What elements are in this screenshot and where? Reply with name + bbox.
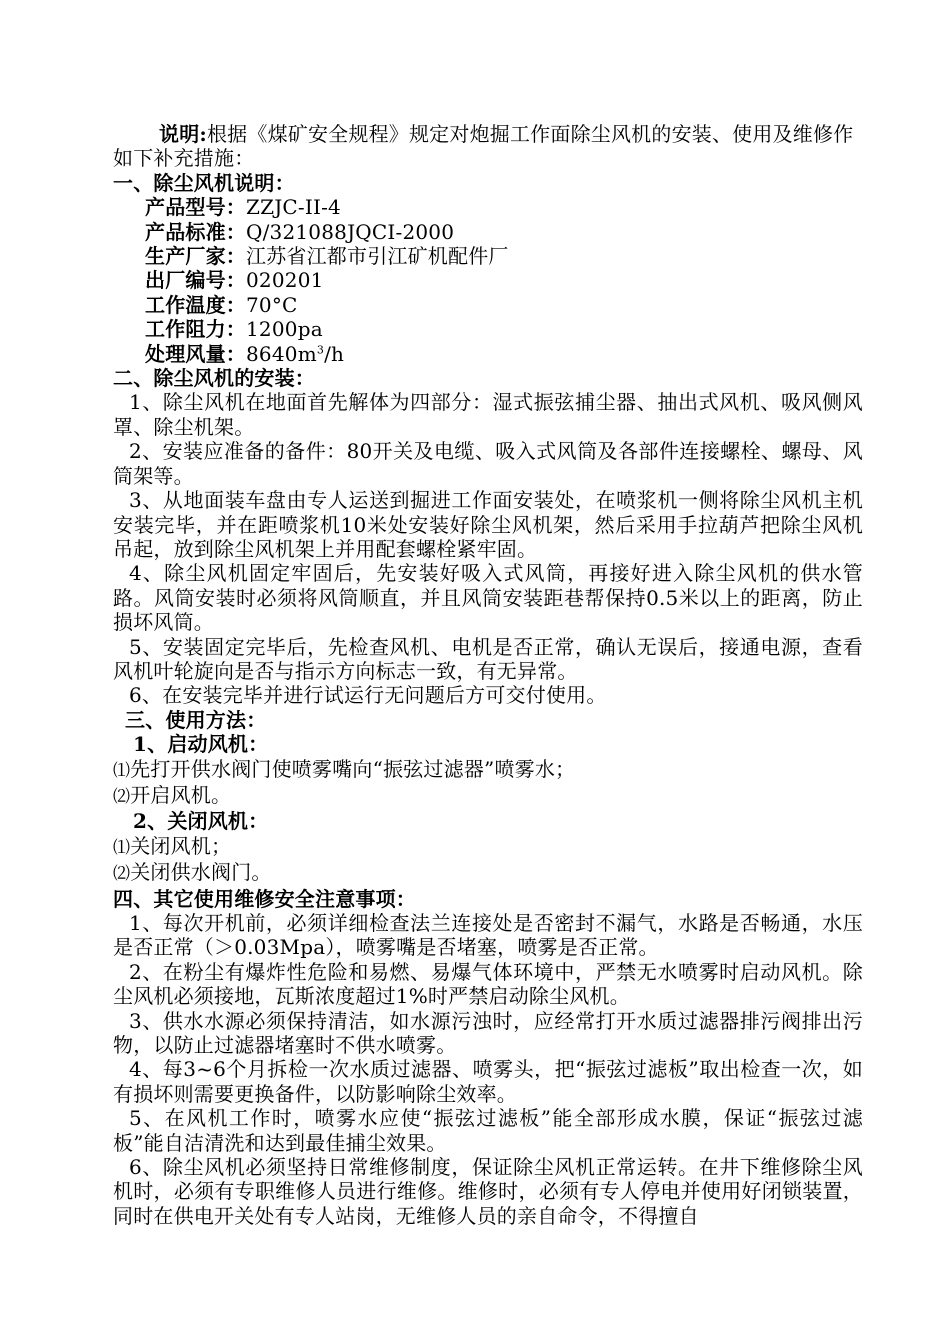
step-text: 关闭供水阀门。 xyxy=(130,860,272,885)
spec-value: Q/321088JQCI-2000 xyxy=(246,219,455,244)
stop-step xyxy=(113,860,863,886)
spec-list xyxy=(113,195,863,366)
spec-label: 工作温度： xyxy=(145,292,246,317)
stop-step xyxy=(113,834,863,860)
spec-label: 生产厂家： xyxy=(145,244,246,269)
step-number: ⑴ xyxy=(113,760,131,781)
safety-item: 1、每次开机前，必须详细检查法兰连接处是否密封不漏气，水路是否畅通，水压是否正常（＞0.03Mpa），喷雾嘴是否堵塞，喷雾是否正常。 xyxy=(113,911,863,960)
spec-label: 产品型号： xyxy=(145,195,246,220)
spec-row xyxy=(113,220,863,244)
safety-item: 2、在粉尘有爆炸性危险和易燃、易爆气体环境中，严禁无水喷雾时启动风机。除尘风机必须接地，瓦斯浓度超过1%时严禁启动除尘风机。 xyxy=(113,959,863,1009)
spec-row xyxy=(113,293,863,317)
safety-item: 6、除尘风机必须坚持日常维修制度，保证除尘风机正常运转。在井下维修除尘风机时，必须有专职维修人员进行维修。维修时，必须有专人停电并使用好闭锁装置，同时在供电开关处有专人站岗，无维修人员的亲自命令，不得擅自 xyxy=(113,1155,863,1228)
section-1-heading: 一、除尘风机说明： xyxy=(113,170,295,195)
spec-row xyxy=(113,268,863,292)
step-number: ⑴ xyxy=(113,837,131,858)
spec-value: 020201 xyxy=(246,268,324,293)
spec-value-unit: /h xyxy=(324,341,345,366)
spec-value: 1200pa xyxy=(246,317,323,342)
section-2-heading: 二、除尘风机的安装： xyxy=(113,366,315,391)
step-number: ⑵ xyxy=(113,786,131,807)
spec-row xyxy=(113,195,863,219)
document-page xyxy=(113,122,863,1228)
section-3-heading: 三、使用方法： xyxy=(125,707,267,732)
spec-value: 江苏省江都市引江矿机配件厂 xyxy=(246,244,509,269)
safety-item: 5、在风机工作时，喷雾水应使“振弦过滤板”能全部形成水膜，保证“振弦过滤板”能自洁清洗和达到最佳捕尘效果。 xyxy=(113,1106,863,1155)
spec-row xyxy=(113,317,863,341)
section-4-heading: 四、其它使用维修安全注意事项： xyxy=(113,886,416,911)
install-item: 2、安装应准备的备件：80开关及电缆、吸入式风筒及各部件连接螺栓、螺母、风筒架等。 xyxy=(113,439,863,488)
intro-label: 说明: xyxy=(159,122,207,146)
spec-label: 处理风量： xyxy=(145,341,246,366)
safety-item: 3、供水水源必须保持清洁，如水源污浊时，应经常打开水质过滤器排污阀排出污物，以防止过滤器堵塞时不供水喷雾。 xyxy=(113,1008,863,1058)
spec-row xyxy=(113,244,863,268)
safety-item: 4、每3~6个月拆检一次水质过滤器、喷雾头，把“振弦过滤板”取出检查一次，如有损坏则需要更换备件，以防影响除尘效率。 xyxy=(113,1057,863,1106)
spec-label: 出厂编号： xyxy=(145,268,246,293)
install-item: 4、除尘风机固定牢固后，先安装好吸入式风筒，再接好进入除尘风机的供水管路。风筒安装时必须将风筒顺直，并且风筒安装距巷帮保持0.5米以上的距离，防止损坏风筒。 xyxy=(113,561,863,635)
step-text: 关闭风机； xyxy=(130,833,232,858)
spec-superscript: 3 xyxy=(316,343,325,356)
install-item: 3、从地面装车盘由专人运送到掘进工作面安装处，在喷浆机一侧将除尘风机主机安装完毕，并在距喷浆机10米处安装好除尘风机架，然后采用手拉葫芦把除尘风机吊起，放到除尘风机架上并用配套螺栓紧牢固。 xyxy=(113,488,863,561)
spec-value: 70°C xyxy=(246,292,298,317)
spec-value: 8640m xyxy=(246,341,317,366)
spec-row xyxy=(113,342,863,366)
install-item: 6、在安装完毕并进行试运行无问题后方可交付使用。 xyxy=(129,683,607,708)
start-step xyxy=(113,783,863,809)
install-item: 5、安装固定完毕后，先检查风机、电机是否正常，确认无误后，接通电源，查看风机叶轮旋向是否与指示方向标志一致，有无异常。 xyxy=(113,634,863,683)
start-fan-heading: 1、启动风机： xyxy=(133,732,269,757)
stop-fan-heading: 2、关闭风机： xyxy=(133,809,269,834)
spec-value: ZZJC-II-4 xyxy=(246,195,341,220)
step-text: 开启风机。 xyxy=(130,782,232,807)
step-text: 先打开供水阀门使喷雾嘴向“振弦过滤器”喷雾水； xyxy=(130,756,576,781)
install-item: 1、除尘风机在地面首先解体为四部分：湿式振弦捕尘器、抽出式风机、吸风侧风罩、除尘机架。 xyxy=(113,390,863,439)
spec-label: 工作阻力： xyxy=(145,317,246,342)
intro-text: 根据《煤矿安全规程》规定对炮掘工作面除尘风机的安装、使用及维修作如下补充措施： xyxy=(113,122,854,171)
start-step xyxy=(113,757,863,783)
step-number: ⑵ xyxy=(113,864,131,885)
intro-paragraph xyxy=(113,122,863,171)
spec-label: 产品标准： xyxy=(145,219,246,244)
